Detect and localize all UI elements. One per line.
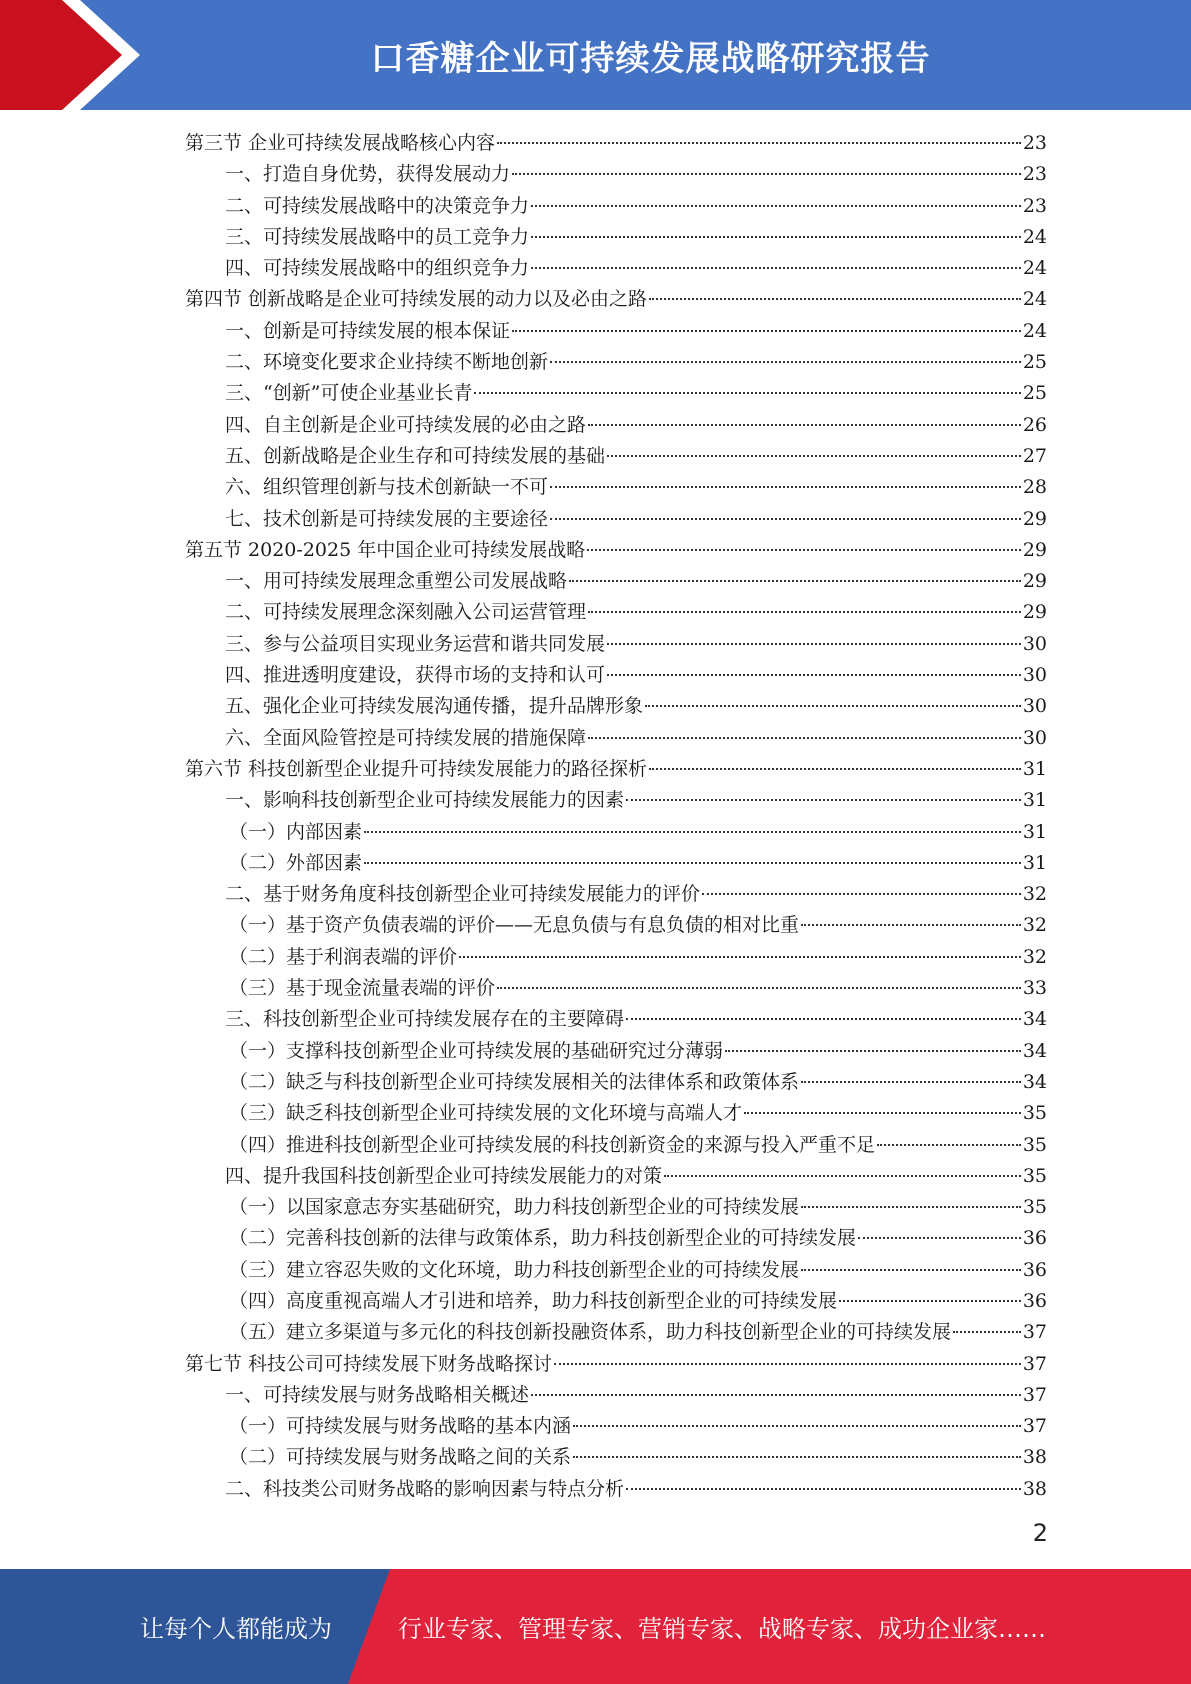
toc-entry-page: 29: [1022, 507, 1047, 530]
toc-dot-leader: [459, 956, 1021, 958]
toc-entry-title: （二）完善科技创新的法律与政策体系，助力科技创新型企业的可持续发展: [229, 1227, 857, 1250]
toc-entry-page: 31: [1022, 820, 1047, 843]
toc-dot-leader: [550, 361, 1021, 363]
toc-entry-page: 23: [1022, 132, 1047, 154]
toc-entry-page: 35: [1022, 1164, 1047, 1187]
toc-entry-title: 第七节 科技公司可持续发展下财务战略探讨: [185, 1352, 553, 1375]
toc-dot-leader: [364, 831, 1021, 833]
toc-entry[interactable]: [185, 1036, 1047, 1067]
toc-entry-page: 25: [1022, 382, 1047, 405]
toc-entry-title: （一）支撑科技创新型企业可持续发展的基础研究过分薄弱: [229, 1039, 724, 1062]
toc-dot-leader: [588, 424, 1021, 426]
toc-entry-title: （五）建立多渠道与多元化的科技创新投融资体系，助力科技创新型企业的可持续发展: [229, 1321, 952, 1344]
toc-entry-title: 二、科技类公司财务战略的影响因素与特点分析: [225, 1477, 625, 1500]
toc-dot-leader: [588, 737, 1021, 739]
toc-dot-leader: [645, 705, 1021, 707]
toc-entry[interactable]: [185, 410, 1047, 441]
toc-entry-title: 五、强化企业可持续发展沟通传播，提升品牌形象: [225, 695, 644, 718]
toc-entry-page: 36: [1022, 1289, 1047, 1312]
toc-entry-title: 六、全面风险管控是可持续发展的措施保障: [225, 726, 587, 749]
toc-dot-leader: [801, 1081, 1021, 1083]
toc-entry-title: （二）可持续发展与财务战略之间的关系: [229, 1446, 572, 1469]
toc-entry-title: （一）内部因素: [229, 820, 363, 843]
toc-dot-leader: [607, 455, 1021, 457]
toc-entry[interactable]: [185, 1474, 1047, 1505]
toc-entry-title: 三、可持续发展战略中的员工竞争力: [225, 225, 530, 248]
toc-entry[interactable]: [185, 1098, 1047, 1129]
toc-entry-title: （三）建立容忍失败的文化环境，助力科技创新型企业的可持续发展: [229, 1258, 800, 1281]
header-band: [0, 0, 1191, 110]
toc-entry-page: 34: [1022, 1039, 1047, 1062]
toc-entry-page: 31: [1022, 851, 1047, 874]
toc-entry-title: 一、可持续发展与财务战略相关概述: [225, 1383, 530, 1406]
toc-entry-title: （一）基于资产负债表端的评价——无息负债与有息负债的相对比重: [229, 914, 800, 937]
toc-entry-page: 35: [1022, 1196, 1047, 1219]
footer-slogan-left: 让每个人都能成为: [140, 1615, 332, 1643]
toc-dot-leader: [531, 236, 1021, 238]
toc-dot-leader: [512, 173, 1021, 175]
toc-entry[interactable]: [185, 754, 1047, 785]
toc-entry-title: 一、用可持续发展理念重塑公司发展战略: [225, 570, 568, 593]
toc-entry[interactable]: [185, 1317, 1047, 1348]
toc-entry-page: 26: [1022, 413, 1047, 436]
page-number: 2: [1032, 1519, 1048, 1547]
toc-entry-title: 一、影响科技创新型企业可持续发展能力的因素: [225, 789, 625, 812]
document-title: 口香糖企业可持续发展战略研究报告: [370, 38, 931, 79]
toc-entry[interactable]: [185, 504, 1047, 535]
toc-entry[interactable]: [185, 1442, 1047, 1473]
toc-entry-page: 38: [1022, 1477, 1047, 1500]
toc-entry-title: （一）以国家意志夯实基础研究，助力科技创新型企业的可持续发展: [229, 1196, 800, 1219]
toc-entry[interactable]: [185, 1161, 1047, 1192]
toc-entry-title: 四、提升我国科技创新型企业可持续发展能力的对策: [225, 1164, 663, 1187]
toc-entry-title: 一、打造自身优势，获得发展动力: [225, 163, 511, 186]
toc-dot-leader: [801, 1269, 1021, 1271]
toc-entry[interactable]: [185, 253, 1047, 284]
toc-dot-leader: [587, 549, 1021, 551]
toc-entry-page: 38: [1022, 1446, 1047, 1469]
toc-dot-leader: [702, 893, 1021, 895]
toc-dot-leader: [649, 768, 1021, 770]
toc-entry-title: 三、参与公益项目实现业务运营和谐共同发展: [225, 632, 606, 655]
toc-entry[interactable]: [185, 566, 1047, 597]
toc-entry[interactable]: [185, 691, 1047, 722]
toc-dot-leader: [497, 142, 1021, 144]
toc-entry[interactable]: [185, 629, 1047, 660]
toc-entry-page: 32: [1022, 914, 1047, 937]
toc-entry-title: 二、可持续发展战略中的决策竞争力: [225, 194, 530, 217]
toc-entry-page: 36: [1022, 1258, 1047, 1281]
toc-entry-page: 37: [1022, 1321, 1047, 1344]
toc-entry[interactable]: [185, 817, 1047, 848]
toc-entry-title: 第五节 2020-2025 年中国企业可持续发展战略: [185, 538, 586, 561]
toc-entry-page: 25: [1022, 351, 1047, 374]
toc-entry-title: 四、自主创新是企业可持续发展的必由之路: [225, 413, 587, 436]
toc-entry-title: 第六节 科技创新型企业提升可持续发展能力的路径探析: [185, 757, 648, 780]
toc-entry[interactable]: [185, 973, 1047, 1004]
toc-dot-leader: [474, 392, 1020, 394]
toc-entry-page: 33: [1022, 977, 1047, 1000]
toc-entry[interactable]: [185, 1255, 1047, 1286]
toc-entry-title: （三）基于现金流量表端的评价: [229, 977, 496, 1000]
toc-entry-page: 36: [1022, 1227, 1047, 1250]
toc-entry[interactable]: [185, 1411, 1047, 1442]
toc-entry-page: 34: [1022, 1008, 1047, 1031]
toc-entry-title: （二）基于利润表端的评价: [229, 945, 458, 968]
toc-entry[interactable]: [185, 128, 1047, 159]
toc-dot-leader: [531, 1394, 1021, 1396]
toc-entry[interactable]: [185, 1223, 1047, 1254]
toc-dot-leader: [531, 205, 1021, 207]
toc-dot-leader: [573, 1456, 1021, 1458]
toc-entry[interactable]: [185, 1067, 1047, 1098]
toc-dot-leader: [607, 643, 1021, 645]
toc-entry-page: 29: [1022, 538, 1047, 561]
toc-entry-title: 三、“创新”可使企业基业长青: [225, 382, 473, 405]
toc-dot-leader: [550, 486, 1021, 488]
toc-entry[interactable]: [185, 1130, 1047, 1161]
toc-dot-leader: [725, 1050, 1021, 1052]
toc-entry[interactable]: [185, 472, 1047, 503]
toc-entry-page: 23: [1022, 163, 1047, 186]
toc-entry-page: 37: [1022, 1415, 1047, 1438]
toc-dot-leader: [877, 1144, 1021, 1146]
toc-dot-leader: [573, 1425, 1021, 1427]
toc-entry[interactable]: [185, 1380, 1047, 1411]
toc-entry-title: 三、科技创新型企业可持续发展存在的主要障碍: [225, 1008, 625, 1031]
toc-entry-page: 35: [1022, 1133, 1047, 1156]
header-arrow-decoration: [0, 0, 150, 110]
toc-entry-title: 二、环境变化要求企业持续不断地创新: [225, 351, 549, 374]
toc-dot-leader: [801, 1206, 1021, 1208]
footer-slogan-right: 行业专家、管理专家、营销专家、战略专家、成功企业家……: [398, 1615, 1046, 1643]
footer-band: [0, 1569, 1191, 1684]
toc-entry-page: 35: [1022, 1102, 1047, 1125]
toc-entry-title: （四）推进科技创新型企业可持续发展的科技创新资金的来源与投入严重不足: [229, 1133, 876, 1156]
toc-dot-leader: [953, 1331, 1021, 1333]
toc-dot-leader: [607, 674, 1021, 676]
toc-entry-title: 六、组织管理创新与技术创新缺一不可: [225, 476, 549, 499]
toc-entry[interactable]: [185, 284, 1047, 315]
toc-entry-page: 30: [1022, 726, 1047, 749]
toc-dot-leader: [744, 1112, 1021, 1114]
toc-entry-page: 30: [1022, 695, 1047, 718]
toc-dot-leader: [626, 1018, 1021, 1020]
toc-entry-page: 29: [1022, 570, 1047, 593]
toc-entry-title: 七、技术创新是可持续发展的主要途径: [225, 507, 549, 530]
toc-entry[interactable]: [185, 660, 1047, 691]
toc-entry-title: （二）缺乏与科技创新型企业可持续发展相关的法律体系和政策体系: [229, 1070, 800, 1093]
toc-entry[interactable]: [185, 347, 1047, 378]
toc-entry-page: 28: [1022, 476, 1047, 499]
toc-entry-page: 34: [1022, 1070, 1047, 1093]
toc-dot-leader: [801, 924, 1021, 926]
toc-entry-title: 五、创新战略是企业生存和可持续发展的基础: [225, 444, 606, 467]
toc-entry[interactable]: [185, 942, 1047, 973]
toc-entry[interactable]: [185, 1004, 1047, 1035]
toc-dot-leader: [512, 330, 1021, 332]
toc-entry-title: 二、基于财务角度科技创新型企业可持续发展能力的评价: [225, 883, 701, 906]
toc-entry[interactable]: [185, 785, 1047, 816]
toc-entry-page: 32: [1022, 945, 1047, 968]
toc-dot-leader: [497, 987, 1021, 989]
toc-entry[interactable]: [185, 723, 1047, 754]
toc-entry-page: 24: [1022, 257, 1047, 280]
toc-entry-title: 第四节 创新战略是企业可持续发展的动力以及必由之路: [185, 288, 648, 311]
toc-entry-title: 四、可持续发展战略中的组织竞争力: [225, 257, 530, 280]
toc-entry[interactable]: [185, 535, 1047, 566]
toc-entry[interactable]: [185, 910, 1047, 941]
toc-dot-leader: [588, 611, 1021, 613]
toc-entry-title: 四、推进透明度建设，获得市场的支持和认可: [225, 664, 606, 687]
toc-entry-page: 31: [1022, 789, 1047, 812]
toc-entry-title: （三）缺乏科技创新型企业可持续发展的文化环境与高端人才: [229, 1102, 743, 1125]
toc-entry-page: 30: [1022, 632, 1047, 655]
toc-entry[interactable]: [185, 1349, 1047, 1380]
table-of-contents: [185, 128, 1047, 1505]
toc-entry-page: 27: [1022, 444, 1047, 467]
toc-entry[interactable]: [185, 848, 1047, 879]
toc-entry[interactable]: [185, 1192, 1047, 1223]
toc-entry-page: 29: [1022, 601, 1047, 624]
toc-entry-page: 23: [1022, 194, 1047, 217]
toc-dot-leader: [569, 580, 1021, 582]
toc-entry-title: 二、可持续发展理念深刻融入公司运营管理: [225, 601, 587, 624]
toc-entry-title: 第三节 企业可持续发展战略核心内容: [185, 132, 496, 154]
toc-entry[interactable]: [185, 597, 1047, 628]
toc-entry-page: 30: [1022, 664, 1047, 687]
toc-entry-page: 24: [1022, 288, 1047, 311]
toc-dot-leader: [858, 1237, 1021, 1239]
toc-entry-title: （一）可持续发展与财务战略的基本内涵: [229, 1415, 572, 1438]
toc-entry[interactable]: [185, 191, 1047, 222]
toc-dot-leader: [664, 1175, 1021, 1177]
toc-entry[interactable]: [185, 1286, 1047, 1317]
toc-entry[interactable]: [185, 879, 1047, 910]
toc-entry-title: （四）高度重视高端人才引进和培养，助力科技创新型企业的可持续发展: [229, 1289, 838, 1312]
toc-dot-leader: [626, 799, 1021, 801]
toc-entry-page: 24: [1022, 319, 1047, 342]
toc-dot-leader: [626, 1488, 1021, 1490]
toc-entry[interactable]: [185, 316, 1047, 347]
toc-entry-title: （二）外部因素: [229, 851, 363, 874]
toc-entry-page: 37: [1022, 1352, 1047, 1375]
toc-entry[interactable]: [185, 159, 1047, 190]
toc-entry-page: 24: [1022, 225, 1047, 248]
toc-entry-title: 一、创新是可持续发展的根本保证: [225, 319, 511, 342]
toc-dot-leader: [531, 267, 1021, 269]
toc-entry-page: 32: [1022, 883, 1047, 906]
toc-dot-leader: [649, 298, 1021, 300]
toc-entry[interactable]: [185, 441, 1047, 472]
toc-entry[interactable]: [185, 378, 1047, 409]
toc-entry-page: 37: [1022, 1383, 1047, 1406]
toc-entry[interactable]: [185, 222, 1047, 253]
toc-dot-leader: [364, 862, 1021, 864]
toc-dot-leader: [554, 1363, 1021, 1365]
toc-dot-leader: [550, 518, 1021, 520]
toc-dot-leader: [839, 1300, 1021, 1302]
toc-entry-page: 31: [1022, 757, 1047, 780]
